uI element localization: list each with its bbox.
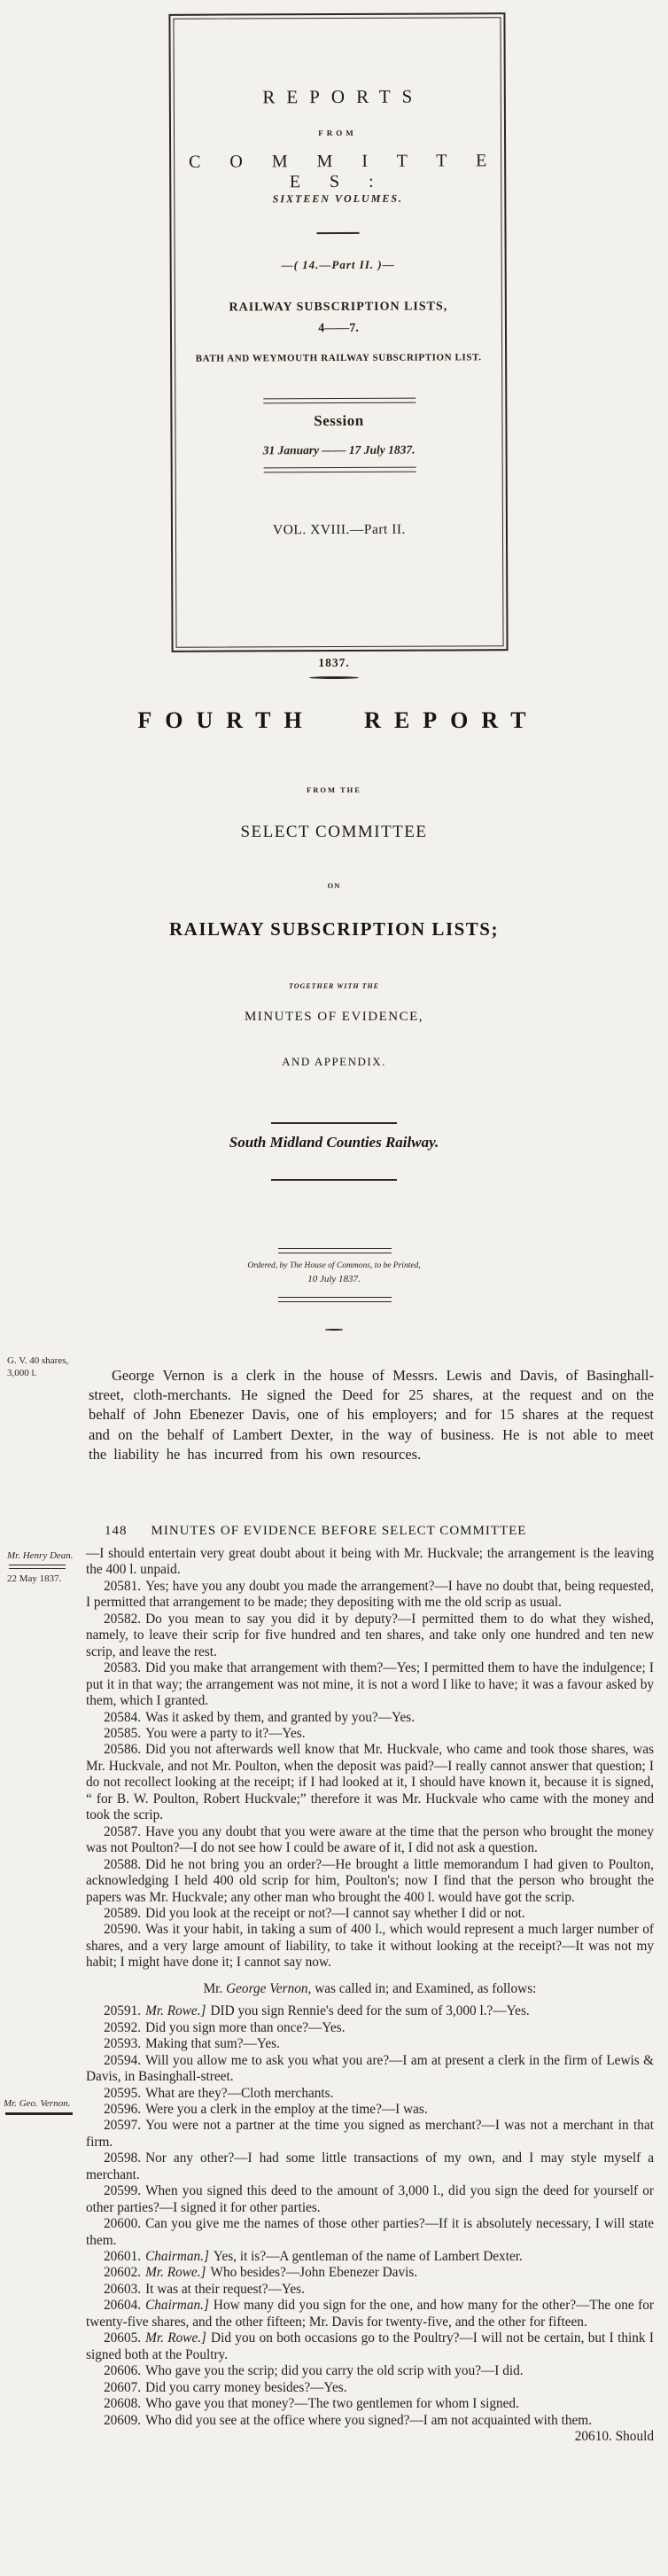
qa-paragraph (86, 2053, 654, 2086)
qa-text: How many did you sign for the one, and how many for the other?—The one for twenty-five shares, and the other fifteen; Mr. Davis for twenty-five, and the other for fifteen. (86, 2298, 654, 2330)
titlebox-double-rule-top (263, 398, 416, 404)
vernon-testimony (86, 2003, 654, 2445)
south-midland-railway-title: South Midland Counties Railway. (229, 1134, 439, 1151)
question-number: 20607. (104, 2379, 142, 2395)
qa-paragraph (86, 2363, 654, 2379)
qa-paragraph (86, 1922, 654, 1971)
qa-paragraph (86, 2020, 654, 2036)
qa-text: Will you allow me to ask you what you are?—I am at present a clerk in the firm of Lewis & Davis, in Basinghall-street. (86, 2052, 654, 2085)
called-in-post: , was called in; and Examined, as follows: (307, 1980, 537, 1996)
titlebox-divider-rule (317, 232, 360, 234)
title-page-border-box (168, 12, 508, 652)
question-number: 20584. (104, 1709, 142, 1725)
question-number: 20589. (104, 1905, 142, 1921)
titlebox-session-label: Session (314, 411, 364, 430)
question-number: 20587. (104, 1823, 142, 1839)
dean-testimony (86, 1546, 654, 1971)
together-with-the-label: TOGETHER WITH THE (288, 982, 380, 990)
qa-text: You were a party to it?—Yes. (145, 1725, 306, 1741)
evidence-page-header (105, 1524, 526, 1539)
qa-text: Who gave you that money?—The two gentlemen for whom I signed. (145, 2396, 519, 2412)
margin-note-henry-dean (7, 1550, 87, 1585)
question-number: 20604. (104, 2298, 142, 2314)
question-number: 20581. (104, 1578, 142, 1594)
margin-note-shares (7, 1354, 87, 1379)
evidence-body (86, 1546, 654, 2445)
catchword: 20610. Should (574, 2429, 654, 2445)
speaker-name: Mr. Rowe.] (145, 2265, 206, 2281)
qa-paragraph (86, 2216, 654, 2249)
qa-text: It was at their request?—Yes. (145, 2281, 305, 2297)
question-number: 20588. (104, 1856, 142, 1872)
question-number: 20595. (104, 2085, 142, 2101)
question-number: 20608. (104, 2396, 142, 2412)
qa-paragraph (86, 2412, 654, 2445)
qa-paragraph (86, 1546, 654, 1579)
question-number: 20609. (104, 2412, 142, 2428)
question-number: 20586. (104, 1742, 142, 1758)
ordered-to-print-line1: Ordered, by The House of Commons, to be Printed, (247, 1261, 421, 1270)
qa-paragraph (86, 2183, 654, 2216)
divider-rule-above-railway-name (271, 1122, 397, 1124)
qa-text: Was it your habit, in taking a sum of 400 l., which would represent a much larger number of shares, and a very large amount of liability, to take it without looking at the receipt?—It was not my habit; I might have done it; I cannot say now. (86, 1922, 654, 1971)
question-number: 20596. (104, 2101, 142, 2117)
qa-paragraph (86, 1710, 654, 1726)
question-number: 20591. (104, 2003, 142, 2019)
qa-paragraph (86, 2249, 654, 2265)
session-dates-text: 31 January —— 17 July 1837. (262, 442, 416, 457)
qa-paragraph (86, 1612, 654, 1660)
titlebox-reports-line: REPORTS (262, 85, 424, 108)
qa-text: Did you on both occasions go to the Poultry?—I will not be certain, but I think I signed both at the Poultry. (86, 2330, 654, 2362)
titlebox-from-line: FROM (318, 128, 357, 138)
speaker-name: Chairman.] (145, 2249, 209, 2265)
margin-note-rule (9, 1565, 66, 1569)
divider-rule-below-railway-name (271, 1179, 397, 1181)
qa-text: You were not a partner at the time you signed as merchant?—I was not a merchant in that firm. (86, 2118, 654, 2150)
witness-called-in-heading (86, 1981, 654, 1997)
called-in-pre: Mr. (203, 1980, 227, 1996)
question-number: 20594. (104, 2052, 142, 2068)
qa-text: Have you any doubt that you were aware at the time that the person who brought the money was not Poulton?—I do not see how I could be aware of it, I did not ask a question. (86, 1823, 654, 1856)
question-number: 20590. (104, 1922, 142, 1938)
double-rule-above-ordered (278, 1248, 392, 1253)
speaker-name: Mr. Rowe.] (145, 2330, 207, 2346)
qa-text: What are they?—Cloth merchants. (145, 2085, 334, 2101)
page-number: 148 (105, 1524, 128, 1538)
titlebox-part-number: —( 14.—Part II. )— (281, 257, 395, 272)
qa-text: Yes, it is?—A gentleman of the name of Lambert Dexter. (213, 2249, 523, 2265)
margin-note-rule (5, 2112, 73, 2115)
qa-text: When you signed this deed to the amount of 3,000 l., did you sign the deed for yourself or other parties?—I signed it for other parties. (86, 2183, 654, 2215)
evidence-header-title: MINUTES OF EVIDENCE BEFORE SELECT COMMITTEE (151, 1524, 527, 1538)
qa-paragraph (86, 1726, 654, 1742)
qa-paragraph (86, 1857, 654, 1906)
qa-paragraph (86, 2298, 654, 2330)
railway-subscription-lists-heading: RAILWAY SUBSCRIPTION LISTS; (169, 918, 499, 940)
question-number: 20605. (104, 2330, 142, 2346)
margin-note-shares-line2: 3,000 l. (7, 1368, 37, 1378)
question-number: 20602. (104, 2265, 142, 2281)
called-in-witness-name: George Vernon (226, 1980, 308, 1996)
qa-text: Who gave you the scrip; did you carry the old scrip with you?—I did. (145, 2363, 524, 2379)
qa-text: Yes; have you any doubt you made the arrangement?—I have no doubt that, being requested, I permitted that arrangement to be made; they depositing with me the old scrip as usual. (86, 1578, 654, 1611)
qa-paragraph (86, 2086, 654, 2102)
question-number: 20603. (104, 2281, 142, 2297)
qa-paragraph (86, 1579, 654, 1612)
double-rule-below-ordered (278, 1297, 392, 1302)
small-section-dash (325, 1329, 343, 1331)
qa-paragraph (86, 2380, 654, 2396)
title-page-inner-border (173, 17, 503, 648)
qa-paragraph (86, 1660, 654, 1709)
qa-text: Can you give me the names of those other parties?—If it is absolutely necessary, I will state them. (86, 2216, 654, 2248)
titlebox-committees-line: C O M M I T T E E S : (189, 151, 500, 192)
question-number: 20585. (104, 1725, 142, 1741)
qa-paragraph (86, 2003, 654, 2019)
qa-text: Nor any other?—I had some little transactions of my own, and I may style myself a merchant. (86, 2151, 654, 2182)
titlebox-railway-lists: RAILWAY SUBSCRIPTION LISTS, (229, 300, 448, 315)
titlebox-double-rule-bottom (264, 467, 416, 473)
witness-name-geo-vernon: Mr. Geo. Vernon. (4, 2098, 71, 2109)
george-vernon-summary-paragraph: George Vernon is a clerk in the house of Messrs. Lewis and Davis, of Basinghall-street, cloth-merchants. He signed the Deed for 25 shares, at the request and on the behalf of John Ebenezer Davis, one of his employers; and for 15 shares at the request and on the behalf of Lambert Dexter, in the way of business. He is not able to meet the liability he has incurred from his own resources. (89, 1366, 654, 1464)
from-the-label: FROM THE (307, 785, 361, 794)
year-1837-label: 1837. (318, 656, 350, 669)
qa-text: Did you look at the receipt or not?—I cannot say whether I did or not. (145, 1905, 525, 1921)
on-label: ON (327, 881, 341, 890)
qa-text: Did he not bring you an order?—He brought a little memorandum I had given to Poulton, acknowledging I held 400 old scrip for him, Poulton's; now I find that the person who brought the papers was Mr. Huckvale; any other man who brought the 400 l. would have got the scrip. (86, 1856, 654, 1905)
titlebox-sixteen-volumes: SIXTEEN VOLUMES. (272, 191, 404, 206)
qa-text: Who besides?—John Ebenezer Davis. (210, 2265, 418, 2281)
qa-paragraph (86, 2102, 654, 2118)
fourth-report-heading: FOURTH REPORT (137, 707, 540, 733)
margin-note-shares-line1: G. V. 40 shares, (7, 1355, 69, 1366)
qa-paragraph (86, 2118, 654, 2151)
qa-text: —I should entertain very great doubt about it being with Mr. Huckvale; the arrangement is the leaving the 400 l. unpaid. (86, 1546, 654, 1578)
qa-text: Did you make that arrangement with them?—Yes; I permitted them to have the indulgence; I put it in that way; the arrangement was not mine, it is not a word I like to have; it was a favour asked by them, which I granted. (86, 1660, 654, 1709)
question-number: 20593. (104, 2036, 142, 2052)
qa-text: Making that sum?—Yes. (145, 2036, 280, 2052)
question-number: 20600. (104, 2216, 142, 2232)
qa-paragraph (86, 1742, 654, 1823)
question-number: 20606. (104, 2363, 142, 2379)
qa-text: Were you a clerk in the employ at the time?—I was. (145, 2101, 428, 2117)
qa-text: Did you sign more than once?—Yes. (145, 2019, 346, 2035)
ordered-to-print-line2: 10 July 1837. (307, 1274, 361, 1284)
question-number: 20598. (104, 2151, 142, 2166)
qa-paragraph (86, 2036, 654, 2052)
qa-text: DID you sign Rennie's deed for the sum of 3,000 l.?—Yes. (210, 2003, 530, 2019)
qa-paragraph (86, 2151, 654, 2183)
qa-text: Do you mean to say you did it by deputy?—I permitted them to do what they wished, namely, to leave their scrip for five hundred and ten shares, and take only one hundred and ten new scrip, and leave the rest. (86, 1611, 654, 1659)
question-number: 20597. (104, 2118, 142, 2134)
titlebox-session-dates (176, 442, 502, 458)
qa-text: Did you not afterwards well know that Mr. Huckvale, who came and took those shares, was Mr. Huckvale, and not Mr. Poulton, when the deposit was paid?—I really cannot answer that question; I do not recollect looking at the receipt; if I had looked at it, I should have known it, because it is signed, “ for B. W. Poulton, Robert Huckvale;” therefore it was Mr. Huckvale who came with the money and took the scrip. (86, 1742, 654, 1823)
qa-text: Who did you see at the office where you signed?—I am not acquainted with them. (145, 2412, 593, 2428)
minutes-of-evidence-heading: MINUTES OF EVIDENCE, (244, 1010, 424, 1024)
qa-paragraph (86, 2282, 654, 2298)
and-appendix-heading: AND APPENDIX. (282, 1055, 386, 1068)
margin-note-geo-vernon (4, 2097, 83, 2119)
question-number: 20583. (104, 1660, 142, 1676)
qa-paragraph (86, 2330, 654, 2363)
titlebox-report-numbers: 4——7. (318, 321, 359, 336)
titlebox-volume-line: VOL. XVIII.—Part II. (272, 521, 406, 538)
qa-text: Was it asked by them, and granted by you?—Yes. (145, 1709, 416, 1725)
question-number: 20599. (104, 2183, 142, 2199)
question-number: 20592. (104, 2019, 142, 2035)
question-number: 20582. (104, 1611, 142, 1627)
select-committee-heading: SELECT COMMITTEE (240, 823, 428, 841)
speaker-name: Mr. Rowe.] (145, 2003, 206, 2019)
witness-name-henry-dean: Mr. Henry Dean. (7, 1550, 74, 1561)
question-number: 20601. (104, 2249, 142, 2265)
titlebox-bath-weymouth: BATH AND WEYMOUTH RAILWAY SUBSCRIPTION LIST. (195, 352, 482, 364)
speaker-name: Chairman.] (145, 2298, 209, 2314)
qa-paragraph (86, 2265, 654, 2281)
qa-paragraph (86, 1906, 654, 1922)
examination-date: 22 May 1837. (7, 1573, 62, 1584)
qa-paragraph (86, 1824, 654, 1857)
year-underline-rule (309, 676, 359, 679)
qa-text: Did you carry money besides?—Yes. (145, 2379, 347, 2395)
qa-paragraph (86, 2396, 654, 2412)
